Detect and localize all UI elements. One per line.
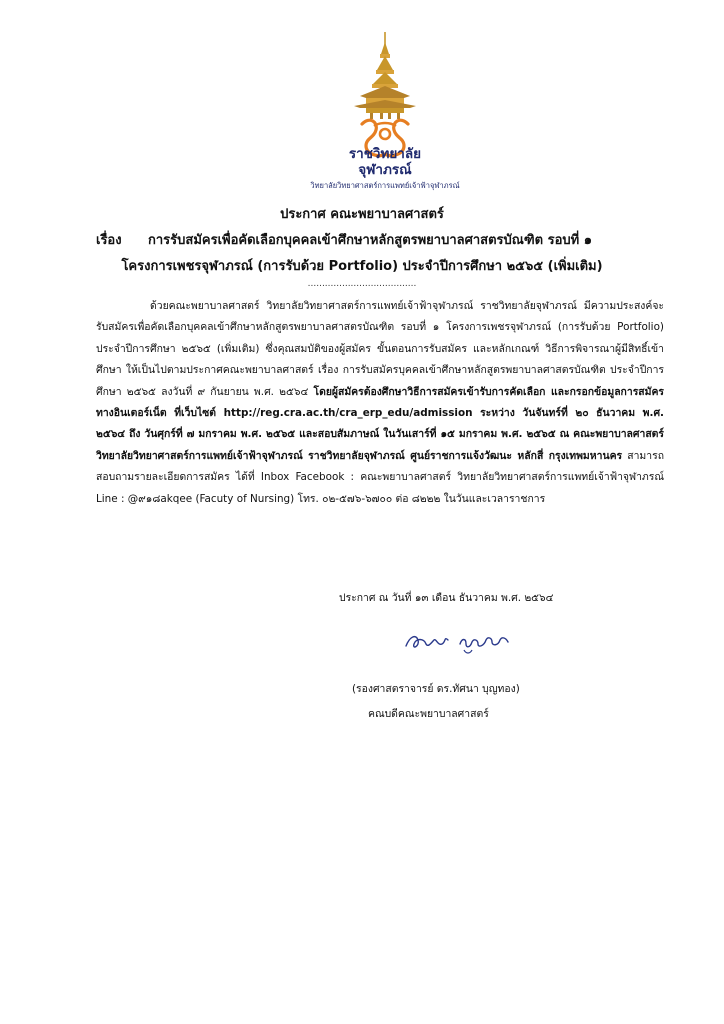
subject-text-line2: โครงการเพชรจุฬาภรณ์ (การรับด้วย Portfolio) ประจำปีการศึกษา ๒๕๖๕ (เพิ่มเติม) [121, 259, 603, 274]
logo-name-line1: ราชวิทยาลัย [348, 146, 422, 162]
body-text-bold: โดยผู้สมัครต้องศึกษาวิธีการสมัครเข้ารับการคัดเลือก และกรอกข้อมูลการสมัครทางอินเตอร์เน็ต ที่เว็บไซต์ http://reg.cra.ac.th/cra_erp_edu/admission ระหว่าง วันจันทร์ที่ ๒๐ ธันวาคม พ.ศ. ๒๕๖๔ ถึง วันศุกร์ที่ ๗ มกราคม พ.ศ. ๒๕๖๕ และสอบสัมภาษณ์ ในวันเสาร์ที่ ๑๕ มกราคม พ.ศ. ๒๕๖๕ ณ คณะพยาบาลศาสตร์ วิทยาลัยวิทยาศาสตร์การแพทย์เจ้าฟ้าจุฬาภรณ์ ราชวิทยาลัยจุฬาภรณ์ ศูนย์ราชการแจ้งวัฒนะ หลักสี่ กรุงเทพมหานคร [96, 385, 664, 462]
college-logo [290, 30, 480, 200]
body-text-part1: ด้วยคณะพยาบาลศาสตร์ วิทยาลัยวิทยาศาสตร์การแพทย์เจ้าฟ้าจุฬาภรณ์ ราชวิทยาลัยจุฬาภรณ์ มีความประสงค์จะรับสมัครเพื่อคัดเลือกบุคคลเข้าศึกษาหลักสูตรพยาบาลศาสตรบัณฑิต รอบที่ ๑ โครงการเพชรจุฬาภรณ์ (การรับด้วย Portfolio) ประจำปีการศึกษา ๒๕๖๕ (เพิ่มเติม) ซึ่งคุณสมบัติของผู้สมัคร ขั้นตอนการรับสมัคร และหลักเกณฑ์ วิธีการพิจารณาผู้มีสิทธิ์เข้าศึกษา ให้เป็นไปตามประกาศคณะพยาบาลศาสตร์ เรื่อง การรับสมัครบุคคลเข้าศึกษาหลักสูตรพยาบาลศาสตรบัณฑิต ประจำปีการศึกษา ๒๕๖๕ ลงวันที่ ๙ กันยายน พ.ศ. ๒๕๖๔ [96, 300, 664, 398]
body-paragraph [96, 296, 664, 510]
handwritten-signature [400, 624, 520, 660]
body-text-part3: สามารถสอบถามรายละเอียดการสมัคร ได้ที่ Inbox Facebook : คณะพยาบาลศาสตร์ วิทยาลัยวิทยาศาสตร์การแพทย์เจ้าฟ้าจุฬาภรณ์ Line : @๙๑๘akqee (Facuty of Nursing) โทร. ๐๒-๕๗๖-๖๗๐๐ ต่อ ๘๒๒๒ ในวันและเวลาราชการ [96, 449, 664, 505]
separator-dots: ...................................... [307, 279, 417, 289]
logo-name-line2: จุฬาภรณ์ [358, 162, 412, 178]
signer-name: (รองศาสตราจารย์ ดร.ทัศนา บุญทอง) [352, 683, 520, 695]
logo-subtitle: วิทยาลัยวิทยาศาสตร์การแพทย์เจ้าฟ้าจุฬาภรณ์ [310, 181, 460, 190]
subject-text-line1: การรับสมัครเพื่อคัดเลือกบุคคลเข้าศึกษาหลักสูตรพยาบาลศาสตรบัณฑิต รอบที่ ๑ [148, 233, 592, 248]
subject-label: เรื่อง [96, 233, 122, 248]
announcement-heading: ประกาศ คณะพยาบาลศาสตร์ [280, 207, 444, 222]
subject-line1 [96, 229, 592, 250]
signer-title: คณบดีคณะพยาบาลศาสตร์ [368, 708, 489, 720]
announcement-date: ประกาศ ณ วันที่ ๑๓ เดือน ธันวาคม พ.ศ. ๒๕๖๔ [339, 592, 554, 604]
